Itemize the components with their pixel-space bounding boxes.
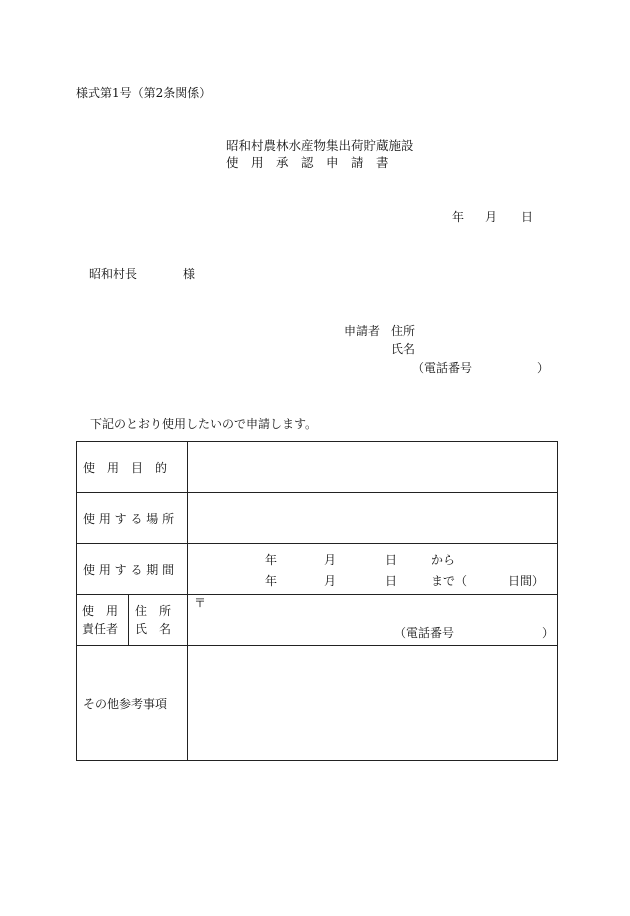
applicant-phone-open: （電話番号 [412, 361, 473, 375]
period-from-month: 月 [324, 553, 337, 567]
applicant-name-label: 氏名 [391, 342, 416, 356]
period-from-year: 年 [265, 553, 278, 567]
manager-label [77, 595, 129, 646]
purpose-field[interactable] [188, 442, 558, 493]
period-days-text: 日間） [508, 574, 545, 588]
period-label: 使 用 す る 期 間 [77, 544, 188, 595]
place-row [77, 493, 558, 544]
period-from-text: から [431, 553, 456, 567]
other-row [77, 646, 558, 761]
manager-phone-open: （電話番号 [394, 626, 455, 640]
place-label: 使 用 す る 場 所 [77, 493, 188, 544]
applicant-label: 申請者 [344, 324, 381, 338]
addressee-honorific: 様 [183, 267, 196, 281]
manager-sublabels [129, 595, 188, 646]
purpose-label: 使 用 目 的 [77, 442, 188, 493]
manager-label-line-2: 責任者 [82, 622, 119, 636]
manager-address-label: 住 所 [135, 604, 172, 618]
applicant-phone-close: ） [537, 361, 550, 375]
manager-field[interactable] [188, 595, 558, 646]
purpose-row [77, 442, 558, 493]
period-until-text: まで（ [431, 574, 468, 588]
date-day: 日 [521, 210, 534, 224]
addressee-name: 昭和村長 [89, 267, 138, 281]
period-field[interactable] [188, 544, 558, 595]
period-to-month: 月 [324, 574, 337, 588]
title-line-2: 使 用 承 認 申 請 書 [226, 155, 389, 170]
applicant-address-label: 住所 [391, 324, 416, 338]
period-to-year: 年 [265, 574, 278, 588]
date-month: 月 [485, 210, 498, 224]
period-row [77, 544, 558, 595]
postal-mark: 〒 [194, 596, 207, 610]
other-field[interactable] [188, 646, 558, 761]
period-from-day: 日 [385, 553, 398, 567]
title-line-1: 昭和村農林水産物集出荷貯蔵施設 [226, 138, 414, 153]
period-to-day: 日 [385, 574, 398, 588]
manager-label-line-1: 使 用 [82, 604, 119, 618]
form-number: 様式第1号（第2条関係） [76, 86, 212, 100]
other-label: その他参考事項 [77, 646, 188, 761]
place-field[interactable] [188, 493, 558, 544]
manager-row [77, 595, 558, 646]
intro-text: 下記のとおり使用したいので申請します。 [90, 417, 318, 431]
date-year: 年 [452, 210, 465, 224]
manager-phone-close: ） [542, 626, 555, 640]
application-table [76, 441, 558, 761]
manager-name-label: 氏 名 [135, 622, 172, 636]
